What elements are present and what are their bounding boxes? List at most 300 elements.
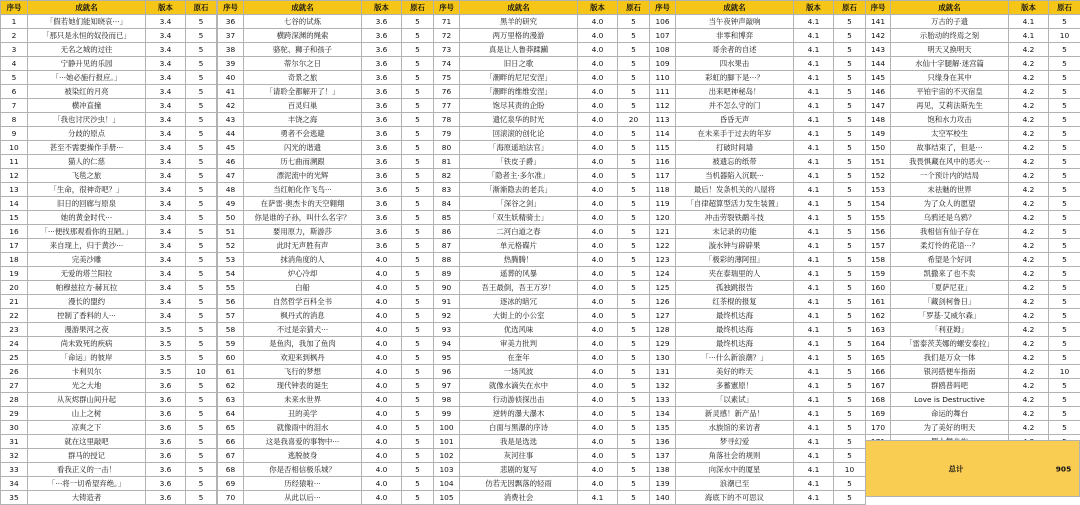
- cell-version: 3.6: [362, 239, 402, 253]
- table-row: [866, 295, 1080, 309]
- cell-index: 156: [866, 225, 891, 239]
- cell-stones: 5: [834, 253, 866, 267]
- cell-index: 144: [866, 57, 891, 71]
- cell-version: 4.1: [794, 449, 834, 463]
- cell-stones: 5: [618, 309, 650, 323]
- table-row: [650, 71, 866, 85]
- table-row: [866, 141, 1080, 155]
- table-row: [434, 477, 650, 491]
- cell-stones: 5: [834, 155, 866, 169]
- table-row: [434, 253, 650, 267]
- table-row: [218, 113, 434, 127]
- cell-version: 4.1: [794, 491, 834, 505]
- cell-index: 23: [1, 323, 28, 337]
- cell-stones: 5: [1049, 127, 1080, 141]
- cell-version: 4.2: [1009, 197, 1049, 211]
- table-row: [650, 197, 866, 211]
- cell-index: 99: [434, 407, 460, 421]
- cell-version: 4.0: [578, 43, 618, 57]
- cell-stones: 5: [186, 29, 217, 43]
- cell-index: 125: [650, 281, 676, 295]
- cell-stones: 5: [186, 71, 217, 85]
- cell-stones: 5: [618, 337, 650, 351]
- table-row: [434, 29, 650, 43]
- cell-index: 150: [866, 141, 891, 155]
- cell-version: 4.1: [794, 477, 834, 491]
- cell-version: 4.0: [578, 435, 618, 449]
- cell-index: 12: [1, 169, 28, 183]
- cell-name: 来自现上，归于黄沙···: [28, 239, 146, 253]
- cell-index: 119: [650, 197, 676, 211]
- cell-name: 在未来手于过去的年岁: [676, 127, 794, 141]
- cell-version: 3.6: [146, 421, 186, 435]
- cell-name: 就像水滴失在水中: [460, 379, 578, 393]
- cell-version: 4.2: [1009, 253, 1049, 267]
- cell-stones: 5: [402, 183, 434, 197]
- cell-index: 4: [1, 57, 28, 71]
- cell-stones: 5: [1049, 323, 1080, 337]
- table-row: [434, 127, 650, 141]
- table-row: [218, 421, 434, 435]
- cell-stones: 5: [834, 71, 866, 85]
- cell-version: 4.2: [1009, 113, 1049, 127]
- table-row: [434, 239, 650, 253]
- table-row: [866, 127, 1080, 141]
- cell-index: 24: [1, 337, 28, 351]
- cell-stones: 5: [618, 99, 650, 113]
- cell-index: 157: [866, 239, 891, 253]
- table-row: [650, 127, 866, 141]
- cell-index: 9: [1, 127, 28, 141]
- cell-version: 4.0: [362, 295, 402, 309]
- cell-index: 60: [218, 351, 244, 365]
- cell-name: 飞毯之旅: [28, 169, 146, 183]
- cell-name: 当机器陷入沉眠···: [676, 169, 794, 183]
- cell-stones: 5: [186, 57, 217, 71]
- cell-version: 4.2: [1009, 57, 1049, 71]
- table-row: [1, 113, 217, 127]
- cell-version: 4.0: [578, 29, 618, 43]
- cell-name: 吾王最倒，吾王万岁！: [460, 281, 578, 295]
- cell-version: 4.0: [578, 99, 618, 113]
- cell-stones: 5: [1049, 295, 1080, 309]
- cell-version: 3.4: [146, 169, 186, 183]
- cell-stones: 5: [186, 435, 217, 449]
- cell-index: 54: [218, 267, 244, 281]
- cell-name: 她的黄金时代···: [28, 211, 146, 225]
- cell-version: 4.0: [578, 225, 618, 239]
- cell-index: 154: [866, 197, 891, 211]
- cell-stones: 5: [186, 141, 217, 155]
- cell-index: 139: [650, 477, 676, 491]
- total-value: 905: [1046, 464, 1080, 473]
- table-row: [866, 85, 1080, 99]
- cell-name: 就像雨中的泪水: [244, 421, 362, 435]
- cell-name: 我相信有仙子存在: [891, 225, 1009, 239]
- table-row: [434, 379, 650, 393]
- table-row: [434, 435, 650, 449]
- cell-version: 4.2: [1009, 407, 1049, 421]
- cell-version: 4.2: [1009, 225, 1049, 239]
- cell-version: 3.6: [362, 169, 402, 183]
- cell-stones: 5: [618, 435, 650, 449]
- cell-index: 133: [650, 393, 676, 407]
- cell-name: 「藏剑柯鲁日」: [891, 295, 1009, 309]
- cell-index: 1: [1, 15, 28, 29]
- cell-stones: 5: [1049, 267, 1080, 281]
- cell-version: 4.2: [1009, 337, 1049, 351]
- cell-index: 87: [434, 239, 460, 253]
- cell-version: 4.0: [578, 15, 618, 29]
- header-name: 成就名: [891, 1, 1009, 15]
- cell-name: 消费社会: [460, 491, 578, 505]
- achievement-table: [0, 0, 217, 505]
- cell-version: 4.0: [578, 127, 618, 141]
- cell-stones: 5: [1049, 57, 1080, 71]
- table-row: [1, 491, 217, 505]
- cell-index: 86: [434, 225, 460, 239]
- cell-stones: 5: [834, 323, 866, 337]
- cell-version: 3.4: [146, 267, 186, 281]
- cell-version: 3.4: [146, 197, 186, 211]
- cell-name: 白船: [244, 281, 362, 295]
- cell-index: 93: [434, 323, 460, 337]
- cell-version: 3.6: [362, 29, 402, 43]
- cell-index: 151: [866, 155, 891, 169]
- cell-stones: 5: [402, 463, 434, 477]
- cell-version: 3.4: [146, 43, 186, 57]
- header-version: 版本: [362, 1, 402, 15]
- cell-index: 159: [866, 267, 891, 281]
- table-row: [1, 225, 217, 239]
- cell-name: 审美力批判: [460, 337, 578, 351]
- table-row: [1, 71, 217, 85]
- cell-stones: 5: [618, 323, 650, 337]
- table-row: [866, 267, 1080, 281]
- cell-stones: 5: [618, 421, 650, 435]
- cell-name: 凉爽之下: [28, 421, 146, 435]
- cell-index: 34: [1, 477, 28, 491]
- cell-stones: 5: [186, 281, 217, 295]
- cell-index: 161: [866, 295, 891, 309]
- cell-stones: 5: [186, 15, 217, 29]
- cell-name: 最终机达海: [676, 309, 794, 323]
- cell-name: 骆驼、狮子和孩子: [244, 43, 362, 57]
- table-row: [434, 449, 650, 463]
- cell-index: 41: [218, 85, 244, 99]
- cell-version: 4.0: [578, 113, 618, 127]
- table-row: [650, 323, 866, 337]
- cell-index: 123: [650, 253, 676, 267]
- cell-index: 85: [434, 211, 460, 225]
- cell-name: 旧日之歌: [460, 57, 578, 71]
- cell-version: 4.1: [794, 309, 834, 323]
- cell-stones: 5: [618, 491, 650, 505]
- cell-index: 33: [1, 463, 28, 477]
- cell-index: 168: [866, 393, 891, 407]
- cell-index: 165: [866, 351, 891, 365]
- cell-version: 3.4: [146, 141, 186, 155]
- cell-stones: 5: [186, 337, 217, 351]
- table-row: [650, 57, 866, 71]
- table-row: [1, 211, 217, 225]
- table-row: [650, 267, 866, 281]
- cell-index: 107: [650, 29, 676, 43]
- cell-stones: 5: [402, 99, 434, 113]
- header-index: 序号: [866, 1, 891, 15]
- cell-version: 4.0: [362, 435, 402, 449]
- achievement-table: [217, 0, 434, 505]
- table-row: [650, 85, 866, 99]
- cell-index: 47: [218, 169, 244, 183]
- table-row: [650, 491, 866, 505]
- cell-name: 再见，艾莉法斯先生: [891, 99, 1009, 113]
- cell-name: 「罗基·艾威尔森」: [891, 309, 1009, 323]
- cell-stones: 5: [186, 211, 217, 225]
- cell-stones: 5: [834, 379, 866, 393]
- table-row: [866, 323, 1080, 337]
- cell-index: 42: [218, 99, 244, 113]
- cell-stones: 5: [618, 127, 650, 141]
- cell-index: 44: [218, 127, 244, 141]
- cell-index: 106: [650, 15, 676, 29]
- cell-index: 94: [434, 337, 460, 351]
- cell-index: 13: [1, 183, 28, 197]
- cell-version: 4.0: [578, 239, 618, 253]
- cell-stones: 5: [402, 169, 434, 183]
- cell-version: 3.5: [146, 365, 186, 379]
- cell-version: 3.6: [362, 183, 402, 197]
- header-index: 序号: [650, 1, 676, 15]
- cell-version: 3.4: [146, 99, 186, 113]
- cell-index: 40: [218, 71, 244, 85]
- cell-version: 4.0: [578, 323, 618, 337]
- cell-version: 4.2: [1009, 43, 1049, 57]
- cell-index: 27: [1, 379, 28, 393]
- table-row: [218, 281, 434, 295]
- cell-name: 为了众人的愿望: [891, 197, 1009, 211]
- cell-name: 最终机达海: [676, 337, 794, 351]
- cell-name: 新灵感！新产品！: [676, 407, 794, 421]
- cell-name: 丑的美学: [244, 407, 362, 421]
- cell-name: 乌鸦还是乌鸦？: [891, 211, 1009, 225]
- cell-name: 万古的子遗: [891, 15, 1009, 29]
- cell-stones: 5: [618, 141, 650, 155]
- table-row: [218, 435, 434, 449]
- cell-stones: 5: [618, 43, 650, 57]
- cell-stones: 5: [402, 477, 434, 491]
- table-row: [1, 141, 217, 155]
- table-row: [1, 85, 217, 99]
- cell-stones: 5: [186, 449, 217, 463]
- cell-version: 4.1: [794, 379, 834, 393]
- cell-stones: 5: [834, 113, 866, 127]
- cell-version: 4.2: [1009, 295, 1049, 309]
- cell-version: 3.6: [362, 57, 402, 71]
- cell-index: 11: [1, 155, 28, 169]
- table-row: [866, 337, 1080, 351]
- cell-version: 4.2: [1009, 393, 1049, 407]
- cell-stones: 5: [618, 463, 650, 477]
- cell-stones: 10: [1049, 29, 1080, 43]
- table-row: [218, 225, 434, 239]
- table-row: [650, 253, 866, 267]
- cell-name: 分歧的原点: [28, 127, 146, 141]
- cell-name: 甚至不需要操作手册···: [28, 141, 146, 155]
- cell-stones: 5: [186, 99, 217, 113]
- cell-name: 横冲直撞: [28, 99, 146, 113]
- table-row: [650, 393, 866, 407]
- cell-stones: 5: [618, 169, 650, 183]
- cell-version: 3.6: [362, 225, 402, 239]
- table-row: [866, 155, 1080, 169]
- cell-stones: 5: [1049, 15, 1080, 29]
- cell-stones: 5: [1049, 421, 1080, 435]
- table-row: [218, 253, 434, 267]
- cell-stones: 5: [834, 477, 866, 491]
- cell-stones: 5: [186, 183, 217, 197]
- cell-name: 炉心冷却: [244, 267, 362, 281]
- cell-version: 4.1: [794, 463, 834, 477]
- cell-version: 4.1: [794, 43, 834, 57]
- table-row: [866, 113, 1080, 127]
- table-row: [434, 141, 650, 155]
- cell-index: 77: [434, 99, 460, 113]
- cell-index: 110: [650, 71, 676, 85]
- cell-version: 4.1: [794, 211, 834, 225]
- table-row: [866, 309, 1080, 323]
- table-row: [650, 99, 866, 113]
- cell-version: 3.6: [362, 211, 402, 225]
- table-row: [650, 15, 866, 29]
- cell-index: 97: [434, 379, 460, 393]
- cell-index: 6: [1, 85, 28, 99]
- cell-name: 光之大地: [28, 379, 146, 393]
- cell-version: 3.6: [362, 85, 402, 99]
- cell-name: 示胎动的终焉之刻: [891, 29, 1009, 43]
- cell-name: 优选风味: [460, 323, 578, 337]
- cell-name: 你是否相信极乐城？: [244, 463, 362, 477]
- header-name: 成就名: [676, 1, 794, 15]
- table-row: [1, 309, 217, 323]
- table-row: [650, 281, 866, 295]
- table-row: [650, 295, 866, 309]
- table-row: [434, 365, 650, 379]
- cell-stones: 10: [1049, 365, 1080, 379]
- cell-name: 「自律超算型活力发生装置」: [676, 197, 794, 211]
- cell-name: 大铸造者: [28, 491, 146, 505]
- cell-stones: 5: [186, 421, 217, 435]
- cell-index: 114: [650, 127, 676, 141]
- cell-version: 4.0: [578, 351, 618, 365]
- cell-version: 4.0: [578, 407, 618, 421]
- cell-version: 4.1: [794, 99, 834, 113]
- cell-version: 4.0: [578, 85, 618, 99]
- cell-index: 122: [650, 239, 676, 253]
- table-row: [650, 211, 866, 225]
- cell-version: 4.1: [794, 281, 834, 295]
- cell-name: 现代钟表的诞生: [244, 379, 362, 393]
- table-row: [650, 421, 866, 435]
- table-row: [1, 281, 217, 295]
- cell-stones: 5: [834, 407, 866, 421]
- cell-version: 3.6: [362, 141, 402, 155]
- cell-name: 一场风波: [460, 365, 578, 379]
- cell-version: 3.4: [146, 85, 186, 99]
- cell-stones: 5: [834, 29, 866, 43]
- cell-index: 135: [650, 421, 676, 435]
- cell-version: 4.1: [794, 239, 834, 253]
- table-row: [218, 141, 434, 155]
- table-row: [434, 225, 650, 239]
- cell-version: 4.2: [1009, 239, 1049, 253]
- cell-name: 漫长的盟约: [28, 295, 146, 309]
- table-row: [434, 71, 650, 85]
- cell-name: 七谷的试炼: [244, 15, 362, 29]
- table-block-2: [217, 0, 432, 497]
- table-row: [1, 295, 217, 309]
- cell-version: 4.0: [578, 421, 618, 435]
- cell-index: 153: [866, 183, 891, 197]
- table-row: [1, 421, 217, 435]
- cell-version: 3.6: [146, 491, 186, 505]
- cell-name: 命运的舞台: [891, 407, 1009, 421]
- cell-stones: 5: [618, 351, 650, 365]
- cell-version: 3.4: [146, 29, 186, 43]
- table-row: [866, 197, 1080, 211]
- table-row: [866, 365, 1080, 379]
- cell-name: 回滚滚的创化论: [460, 127, 578, 141]
- header-stones: 原石: [834, 1, 866, 15]
- cell-name: 大街上的小公室: [460, 309, 578, 323]
- cell-stones: 5: [834, 169, 866, 183]
- cell-version: 4.0: [362, 309, 402, 323]
- cell-name: 当午夜钟声敲响: [676, 15, 794, 29]
- cell-version: 4.0: [362, 337, 402, 351]
- cell-index: 104: [434, 477, 460, 491]
- table-row: [866, 239, 1080, 253]
- cell-name: 当红帕化作飞鸟···: [244, 183, 362, 197]
- table-row: [218, 295, 434, 309]
- cell-stones: 5: [402, 71, 434, 85]
- cell-version: 4.1: [794, 71, 834, 85]
- cell-version: 3.4: [146, 155, 186, 169]
- cell-version: 4.0: [578, 211, 618, 225]
- cell-index: 143: [866, 43, 891, 57]
- cell-index: 148: [866, 113, 891, 127]
- cell-stones: 20: [618, 113, 650, 127]
- header-name: 成就名: [460, 1, 578, 15]
- cell-index: 113: [650, 113, 676, 127]
- cell-name: 闪光的谐遗: [244, 141, 362, 155]
- table-row: [434, 197, 650, 211]
- table-row: [218, 407, 434, 421]
- cell-name: 彩虹的脚下是···？: [676, 71, 794, 85]
- table-row: [1, 477, 217, 491]
- table-row: [866, 99, 1080, 113]
- cell-index: 147: [866, 99, 891, 113]
- cell-version: 3.6: [146, 463, 186, 477]
- cell-version: 4.0: [362, 463, 402, 477]
- cell-name: 悲剧的复写: [460, 463, 578, 477]
- cell-version: 4.0: [362, 407, 402, 421]
- cell-name: 控制了香料的人···: [28, 309, 146, 323]
- table-row: [218, 211, 434, 225]
- cell-index: 90: [434, 281, 460, 295]
- cell-stones: 5: [618, 85, 650, 99]
- table-row: [218, 337, 434, 351]
- table-row: [218, 351, 434, 365]
